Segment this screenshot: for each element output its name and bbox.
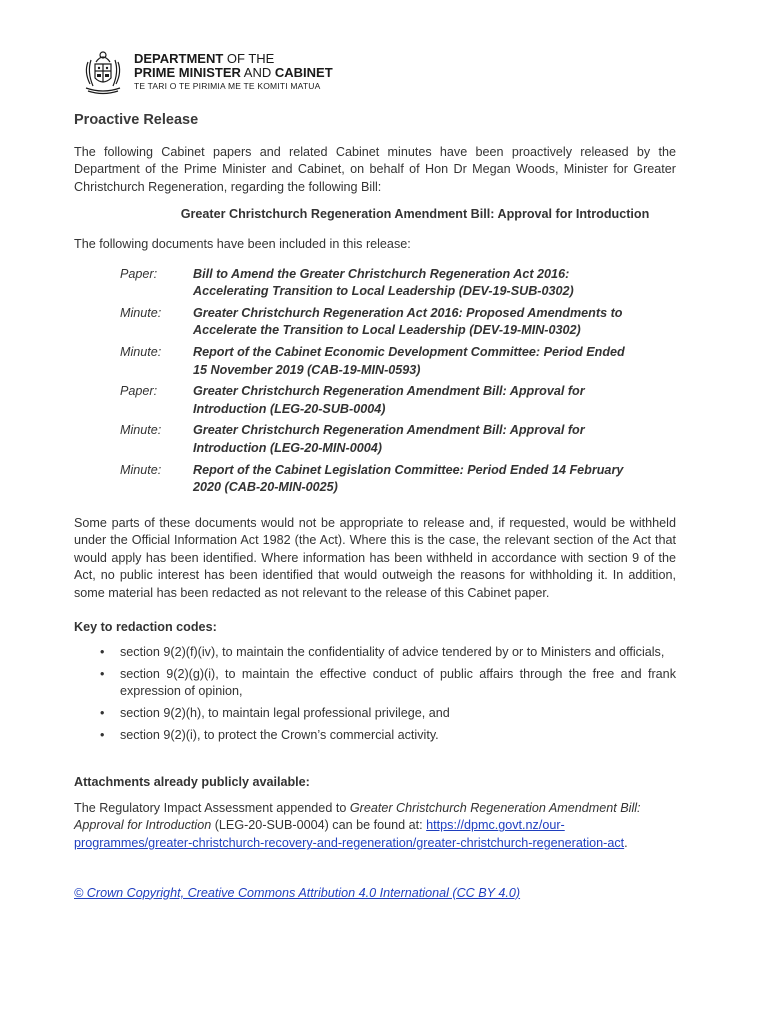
bullet-icon: •: [100, 666, 105, 681]
document-item: [74, 383, 676, 418]
document-item: [74, 266, 676, 301]
redaction-codes-list: [74, 644, 676, 744]
withheld-paragraph: Some parts of these documents would not be appropriate to release and, if requested, would be withheld under the Official Information Act 1982 (the Act). Where this is the case, the relevant section of the Act that would apply has been identified. Where information has been withheld in accordance with section 9 of the Act, no public interest has been identified that would outweigh the reasons for withholding it. In addition, some material has been redacted as not relevant to the release of this Cabinet paper.: [74, 515, 676, 601]
redaction-key-heading: Key to redaction codes:: [74, 619, 217, 634]
list-item: [74, 666, 676, 701]
ria-title: Greater Christchurch Regeneration Amendment Bill: Approval for Introduction: [74, 800, 641, 833]
document-type: Minute:: [120, 305, 162, 320]
dpmc-act-link[interactable]: https://dpmc.govt.nz/our-programmes/greater-christchurch-recovery-and-regeneration/greater-christchurch-regeneration-act: [74, 818, 625, 850]
page-title: Proactive Release: [74, 112, 199, 128]
document-item: [74, 462, 676, 497]
dept-name-line-1: DEPARTMENT OF THE: [134, 51, 275, 66]
document-title: Report of the Cabinet Legislation Committee: Period Ended 14 February 2020 (CAB-20-MIN-0025): [193, 462, 624, 495]
documents-list: [74, 266, 676, 497]
document-item: [74, 305, 676, 340]
document-type: Paper:: [120, 266, 158, 281]
document-title: Greater Christchurch Regeneration Amendment Bill: Approval for Introduction (LEG-20-MIN-0004): [193, 423, 585, 455]
redaction-code: section 9(2)(g)(i), to maintain the effective conduct of public affairs through the free and frank expression of opinion,: [120, 666, 676, 699]
document-body: [74, 112, 676, 902]
intro-paragraph: The following Cabinet papers and related Cabinet minutes have been proactively released by the Department of the Prime Minister and Cabinet, on behalf of Hon Dr Megan Woods, Minister for Greater Christchurch Regeneration, regarding the following Bill:: [74, 144, 676, 194]
bill-title: Greater Christchurch Regeneration Amendment Bill: Approval for Introduction: [180, 207, 650, 222]
bullet-icon: •: [100, 727, 105, 742]
document-type: Minute:: [120, 423, 162, 438]
docs-intro: The following documents have been included in this release:: [74, 236, 411, 251]
document-title: Greater Christchurch Regeneration Amendment Bill: Approval for Introduction (LEG-20-SUB-0004): [193, 384, 585, 416]
document-title: Report of the Cabinet Economic Development Committee: Period Ended 15 November 2019 (CAB-19-MIN-0593): [193, 344, 625, 377]
dept-maori-name: TE TARI O TE PIRIMIA ME TE KOMITI MATUA: [134, 81, 321, 91]
dept-name-line-2: PRIME MINISTER AND CABINET: [134, 65, 333, 80]
document-title: Bill to Amend the Greater Christchurch Regeneration Act 2016: Accelerating Transition to Local Leadership (DEV-19-SUB-0302): [193, 266, 574, 299]
document-type: Paper:: [120, 384, 158, 399]
attachments-heading: Attachments already publicly available:: [74, 775, 310, 790]
document-type: Minute:: [120, 462, 162, 477]
document-title: Greater Christchurch Regeneration Act 2016: Proposed Amendments to Accelerate the Transition to Local Leadership (DEV-19-MIN-0302): [193, 305, 623, 338]
document-item: [74, 422, 676, 457]
copyright-link[interactable]: © Crown Copyright, Creative Commons Attribution 4.0 International (CC BY 4.0): [74, 885, 521, 900]
redaction-code: section 9(2)(f)(iv), to maintain the confidentiality of advice tendered by or to Ministers and officials,: [120, 645, 665, 660]
coat-of-arms-icon: [78, 48, 128, 96]
bullet-icon: •: [100, 706, 105, 721]
document-type: Minute:: [120, 344, 162, 359]
dpmc-logo-header: [78, 48, 378, 98]
attachments-paragraph: The Regulatory Impact Assessment appended to Greater Christchurch Regeneration Amendment Bill: Approval for Introduction (LEG-20-SUB-0004) can be found at: https://dpmc.govt.nz/our-programmes/greater-christchurch-recovery-and-regeneration/greater-christchurch-regeneration-act.: [74, 800, 641, 850]
list-item: [74, 644, 676, 662]
list-item: [74, 705, 676, 723]
redaction-code: section 9(2)(h), to maintain legal professional privilege, and: [120, 706, 450, 721]
redaction-code: section 9(2)(i), to protect the Crown’s commercial activity.: [120, 727, 439, 742]
list-item: [74, 727, 676, 745]
document-item: [74, 344, 676, 379]
bullet-icon: •: [100, 645, 105, 660]
